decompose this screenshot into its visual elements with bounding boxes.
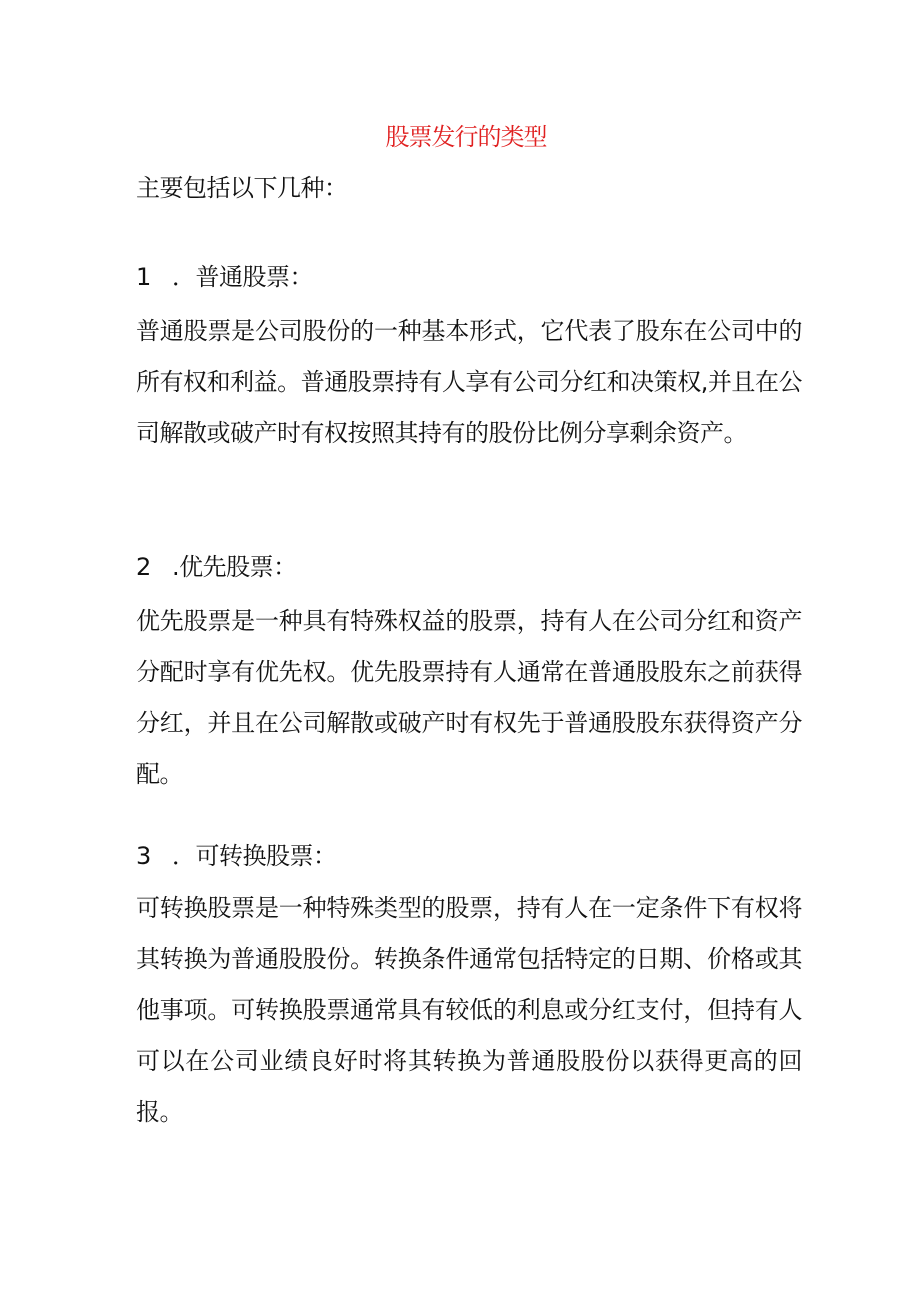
section-body-preferred-stock: 优先股票是一种具有特殊权益的股票，持有人在公司分红和资产分配时享有优先权。优先股票持有人通常在普通股股东之前获得分红，并且在公司解散或破产时有权先于普通股股东获得资产分配。 [136,607,802,788]
section-heading-common-stock [136,256,802,298]
section-number: 1 [136,263,151,291]
section-body-common-stock: 普通股票是公司股份的一种基本形式，它代表了股东在公司中的所有权和利益。普通股票持有人享有公司分红和决策权,并且在公司解散或破产时有权按照其持有的股份比例分享剩余资产。 [136,317,802,447]
section-heading-label: ．普通股票： [172,263,313,291]
section-body-convertible-stock: 可转换股票是一种特殊类型的股票，持有人在一定条件下有权将其转换为普通股股份。转换条件通常包括特定的日期、价格或其他事项。可转换股票通常具有较低的利息或分红支付，但持有人可以在公司业绩良好时将其转换为普通股股份以获得更高的回报。 [136,894,802,1126]
section-heading-label: ．可转换股票： [172,842,337,870]
intro-text: 主要包括以下几种： [136,174,348,202]
section-number: 2 [136,553,151,581]
document-title: 股票发行的类型 [385,123,547,151]
section-heading-label: .优先股票： [172,553,297,581]
section-heading-preferred-stock [136,546,802,588]
section-heading-convertible-stock [136,835,802,877]
section-number: 3 [136,842,151,870]
